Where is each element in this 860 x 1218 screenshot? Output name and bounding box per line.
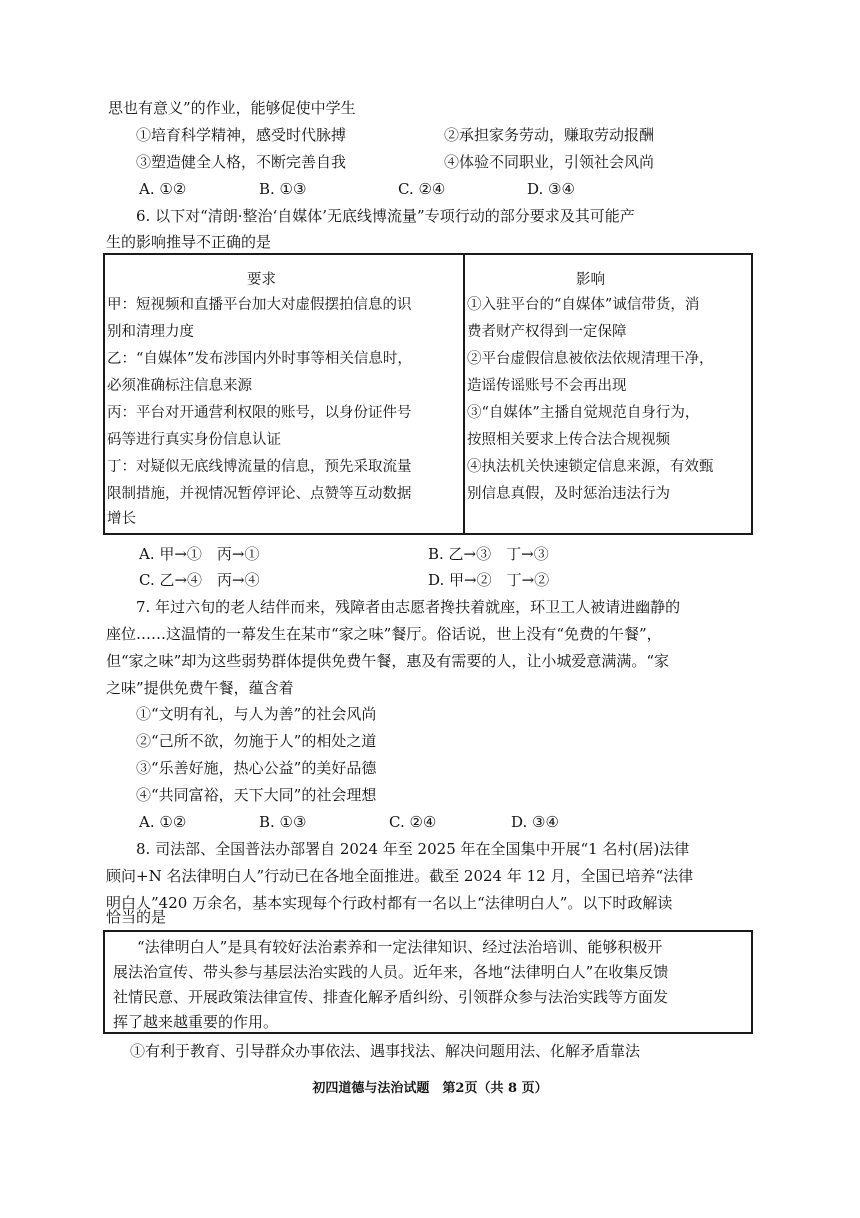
q7-option-4: ④“共同富裕，天下大同”的社会理想 [136,786,377,804]
q8-material-line: 社情民意、开展政策法律宣传、排查化解矛盾纠纷、引领群众参与法治实践等方面发 [113,988,669,1006]
q6-stem-line-2: 生的影响推导不正确的是 [106,233,272,251]
q7-stem-line: 座位……这温情的一幕发生在某市“家之味”餐厅。俗话说，世上没有“免费的午餐”， [106,625,662,643]
q6-choice-b: B. 乙→③ 丁→③ [428,545,549,563]
q6-impact-line: 按照相关要求上传合法合规视频 [467,432,670,448]
q5-option-3: ③塑造健全人格，不断完善自我 [136,153,347,171]
q6-req-line: 必须准确标注信息来源 [107,378,252,394]
intro-line: 思也有意义”的作业，能够促使中学生 [108,99,356,117]
q6-impact-line: 别信息真假，及时惩治违法行为 [467,486,670,502]
q7-stem-line: 之味”提供免费午餐，蕴含着 [106,679,294,697]
q6-table-divider [463,255,465,533]
q5-option-2: ②承担家务劳动，赚取劳动报酬 [444,126,655,144]
q8-material-box [103,930,753,1034]
q8-stem-line: 8. 司法部、全国普法办部署自 2024 年至 2025 年在全国集中开展“1 名村(居)法律 [136,840,690,858]
q7-option-3: ③“乐善好施，热心公益”的美好品德 [136,759,377,777]
q7-choice-a: A. ①② [139,813,187,831]
q6-impact-line: ③“自媒体”主播自觉规范自身行为， [467,405,700,421]
q5-option-1: ①培育科学精神，感受时代脉搏 [136,126,347,144]
q5-choice-d: D. ③④ [527,180,575,198]
q6-impact-line: 造谣传谣账号不会再出现 [467,378,627,394]
q8-stem-line: 顾问+N 名法律明白人”行动已在各地全面推进。截至 2024 年 12 月，全国已培养“法律 [106,867,694,885]
q8-stem-line: 明白人”420 万余名，基本实现每个行政村都有一名以上“法律明白人”。以下时政解读 [106,894,673,912]
q7-choice-d: D. ③④ [511,813,559,831]
q6-req-line: 限制措施，并视情况暂停评论、点赞等互动数据 [107,486,412,502]
q6-choice-d: D. 甲→② 丁→② [428,571,550,589]
q6-req-line: 丙：平台对开通营利权限的账号，以身份证件号 [107,405,412,421]
q8-material-line: “法律明白人”是具有较好法治素养和一定法律知识、经过法治培训、能够积极开 [137,938,663,956]
q5-choice-a: A. ①② [139,180,187,198]
q7-option-2: ②“己所不欲，勿施于人”的相处之道 [136,732,377,750]
q6-req-line: 丁：对疑似无底线博流量的信息，预先采取流量 [107,459,412,475]
q6-impact-line: 费者财产权得到一定保障 [467,324,627,340]
q6-choice-a: A. 甲→① 丙→① [139,545,260,563]
q6-req-line: 甲：短视频和直播平台加大对虚假摆拍信息的识 [107,297,412,313]
q6-req-line: 别和清理力度 [107,324,194,340]
q5-choice-c: C. ②④ [398,180,446,198]
q6-table-header-impact: 影响 [576,272,605,288]
q6-stem-line-1: 6. 以下对“清朗·整治‘自媒体’无底线博流量”专项行动的部分要求及其可能产 [136,207,635,225]
q6-table-header-requirement: 要求 [247,272,276,288]
q8-material-line: 展法治宣传、带头参与基层法治实践的人员。近年来，各地“法律明白人”在收集反馈 [113,963,669,981]
q5-choice-b: B. ①③ [259,180,307,198]
page-footer: 初四道德与法治试题 第2页（共 8 页） [312,1081,548,1096]
q7-option-1: ①“文明有礼，与人为善”的社会风尚 [136,705,377,723]
q7-choice-c: C. ②④ [389,813,437,831]
q6-table [103,253,753,535]
q6-impact-line: ②平台虚假信息被依法依规清理干净， [467,351,714,367]
q6-impact-line: ①入驻平台的“自媒体”诚信带货，消 [467,297,700,313]
q6-impact-line: ④执法机关快速锁定信息来源，有效甄 [467,459,714,475]
q7-stem-line: 7. 年过六旬的老人结伴而来，残障者由志愿者搀扶着就座，环卫工人被请进幽静的 [136,598,681,616]
q7-choice-b: B. ①③ [259,813,307,831]
q8-stem-line: 恰当的是 [106,908,167,926]
q8-material-line: 挥了越来越重要的作用。 [113,1013,279,1031]
q5-option-4: ④体验不同职业，引领社会风尚 [444,153,655,171]
q6-choice-c: C. 乙→④ 丙→④ [139,571,260,589]
q7-stem-line: 但“家之味”却为这些弱势群体提供免费午餐，惠及有需要的人，让小城爱意满满。“家 [106,652,670,670]
q8-option-1: ①有利于教育、引导群众办事依法、遇事找法、解决问题用法、化解矛盾靠法 [130,1042,641,1060]
q6-req-line: 码等进行真实身份信息认证 [107,432,281,448]
q6-req-line: 乙：“自媒体”发布涉国内外时事等相关信息时， [107,351,412,367]
q6-req-line: 增长 [107,511,136,527]
